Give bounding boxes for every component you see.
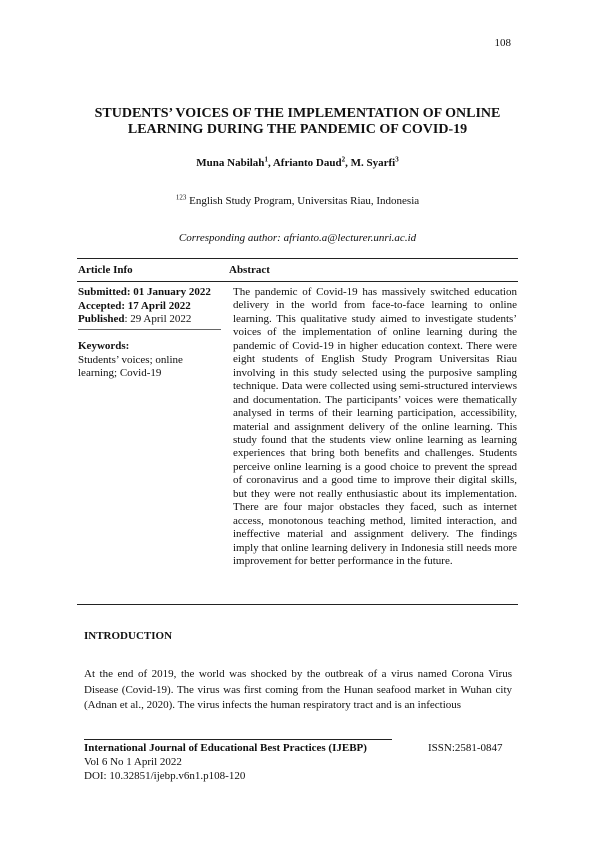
abstract-header: Abstract bbox=[229, 264, 270, 276]
author-name: Afrianto Daud bbox=[272, 157, 342, 169]
page-number: 108 bbox=[494, 37, 511, 49]
author-list bbox=[60, 157, 535, 169]
introduction-heading: INTRODUCTION bbox=[84, 630, 173, 642]
author-separator: , bbox=[345, 157, 351, 169]
issn: ISSN:2581-0847 bbox=[428, 742, 503, 754]
article-info-header: Article Info bbox=[78, 264, 133, 276]
dates-divider bbox=[78, 329, 221, 330]
introduction-text: At the end of 2019, the world was shocked by the outbreak of a virus named Corona Virus Disease (Covid-19). The virus was first coming from the Hunan seafood market in Wuhan city (Adnan et al., 2020). The virus infects the human respiratory tract and is an infectious bbox=[84, 668, 512, 711]
table-top-rule bbox=[77, 258, 518, 259]
author-affiliation-mark: 3 bbox=[395, 155, 399, 164]
affiliation-mark: 123 bbox=[175, 193, 187, 202]
table-header-rule bbox=[77, 281, 518, 282]
accepted-date: Accepted: 17 April 2022 bbox=[78, 299, 191, 312]
article-dates bbox=[78, 286, 211, 327]
affiliation-text: English Study Program, Universitas Riau, Indonesia bbox=[186, 195, 420, 207]
keywords-line: Students’ voices; online bbox=[78, 353, 183, 366]
keywords-block bbox=[78, 340, 183, 381]
author-affiliation-mark: 1 bbox=[264, 155, 268, 164]
affiliation bbox=[60, 195, 535, 207]
abstract-text: The pandemic of Covid-19 has massively switched education delivery in the world from face-to-face learning to online learning. This qualitative study aimed to investigate students’ voices of the implementation of online learning during the pandemic of Covid-19 in higher education context. There were eight students of English Study Program Universitas Riau involving in this study selected using the purposive sampling technique. Data were collected using semi-structured interviews and documentation. The participants’ voices were thematically analysed in terms of their learning participation, accessibility, material and assignment delivery of the online learning. This study found that the students view online learning as learning experiences that bring both benefits and challenges. Students perceive online learning is a good choice to prevent the spread of coronavirus and a good time to improve their digital skills, but they were not really enthusiastic about its implementation. There are four major obstacles they faced, such as internet access, monotonous teaching method, limited interaction, and ineffective material and assignment delivery. The findings imply that online learning delivery in Indonesia still needs more improvement for better performance in the future. bbox=[233, 286, 517, 568]
published-label: Published bbox=[78, 313, 125, 325]
paper-title bbox=[60, 106, 535, 138]
doi: DOI: 10.32851/ijebp.v6n1.p108-120 bbox=[84, 770, 246, 782]
footer-rule bbox=[84, 739, 392, 740]
table-bottom-rule bbox=[77, 604, 518, 605]
volume-info: Vol 6 No 1 April 2022 bbox=[84, 756, 182, 768]
author-affiliation-mark: 2 bbox=[341, 155, 346, 164]
author-separator: , bbox=[267, 157, 273, 169]
title-line-2: LEARNING DURING THE PANDEMIC OF COVID-19 bbox=[127, 122, 468, 137]
author-name: Muna Nabilah bbox=[196, 157, 265, 169]
corresponding-author: Corresponding author: afrianto.a@lecturer.unri.ac.id bbox=[178, 232, 417, 244]
keywords-label: Keywords: bbox=[78, 340, 130, 352]
published-date: : 29 April 2022 bbox=[124, 313, 192, 325]
submitted-date: Submitted: 01 January 2022 bbox=[78, 286, 211, 298]
journal-name: International Journal of Educational Best Practices (IJEBP) bbox=[84, 742, 367, 754]
author-name: M. Syarfi bbox=[350, 157, 396, 169]
title-line-1: STUDENTS’ VOICES OF THE IMPLEMENTATION OF ONLINE bbox=[94, 106, 501, 121]
keywords-line: learning; Covid-19 bbox=[78, 367, 162, 379]
